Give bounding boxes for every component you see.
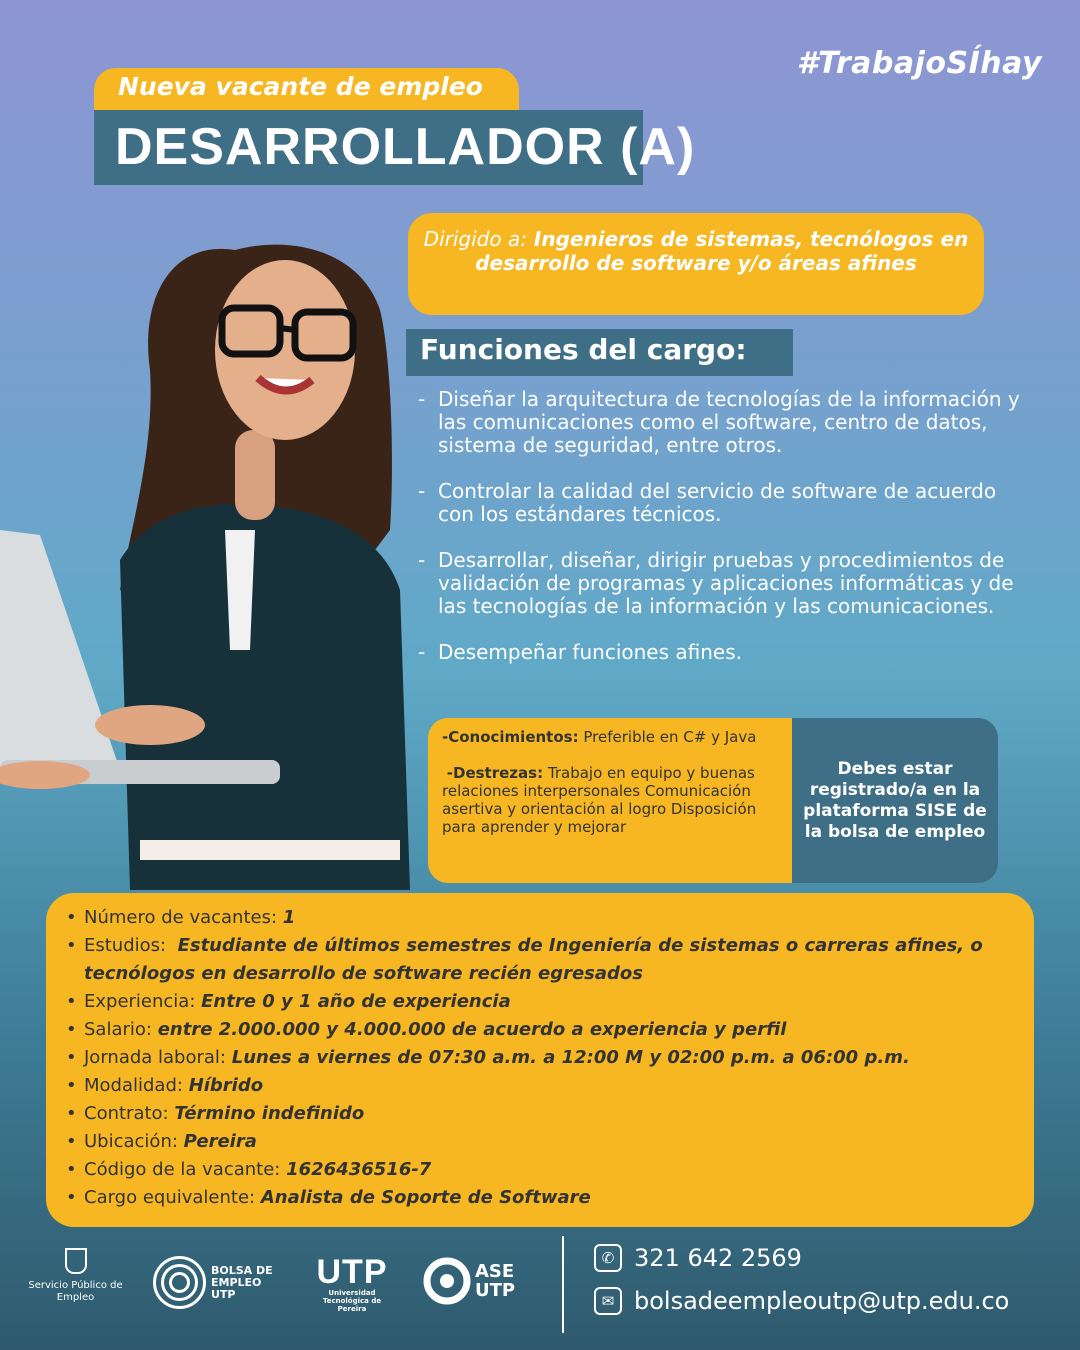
detail-label: Estudios: (84, 935, 167, 956)
job-title: DESARROLLADOR (A) (115, 118, 696, 176)
functions-title: Funciones del cargo: (420, 333, 747, 366)
ase-logo (423, 1256, 523, 1306)
detail-item (66, 1100, 1021, 1128)
detail-value: entre 2.000.000 y 4.000.000 de acuerdo a experiencia y perfil (157, 1019, 787, 1040)
ase-logo-text: ASE UTP (475, 1261, 516, 1301)
detail-label: Código de la vacante: (84, 1159, 281, 1180)
footer-divider (562, 1236, 564, 1333)
utp-logo (312, 1255, 392, 1313)
bolsa-logo (152, 1255, 287, 1310)
detail-value: Lunes a viernes de 07:30 a.m. a 12:00 M y 02:00 p.m. a 06:00 p.m. (231, 1047, 910, 1068)
knowledge-row (442, 728, 778, 746)
target-audience-label: Dirigido a: (423, 227, 527, 251)
detail-value: 1626436516-7 (286, 1159, 432, 1180)
utp-mark: UTP (316, 1253, 388, 1291)
detail-value: Pereira (183, 1131, 257, 1152)
tag-label: Nueva vacante de empleo (118, 72, 483, 101)
function-item: - Controlar la calidad del servicio de software de acuerdo con los estándares técnicos. (418, 480, 1038, 526)
detail-item (66, 904, 1021, 932)
target-audience-value: Ingenieros de sistemas, tecnólogos en desarrollo de software y/o áreas afines (475, 227, 969, 275)
functions-list (418, 388, 1038, 687)
function-item: - Diseñar la arquitectura de tecnologías de la información y las comunicaciones como el software, centro de datos, sistema de seguridad, entre otros. (418, 388, 1038, 457)
skills-label: -Destrezas: (446, 764, 544, 782)
detail-label: Experiencia: (84, 991, 196, 1012)
email-address[interactable]: bolsadeempleoutp@utp.edu.co (634, 1287, 1010, 1315)
detail-item (66, 1016, 1021, 1044)
requirements-details (428, 718, 792, 883)
detail-label: Cargo equivalente: (84, 1187, 256, 1208)
phone-number[interactable]: 321 642 2569 (634, 1244, 802, 1272)
phone-icon: ✆ (594, 1244, 622, 1272)
target-audience-box (408, 213, 984, 315)
hashtag: #TrabajoSÍhay (796, 46, 1042, 81)
utp-name: Universidad Tecnológica de Pereira (322, 1289, 382, 1313)
detail-label: Jornada laboral: (84, 1047, 226, 1068)
circles-icon (152, 1255, 207, 1310)
details-list (66, 904, 1021, 1212)
requirements-box (428, 718, 998, 883)
function-item: - Desarrollar, diseñar, dirigir pruebas y procedimientos de validación de programas y aplicaciones informáticas y de las tecnologías de la información y las comunicaciones. (418, 549, 1038, 618)
detail-label: Salario: (84, 1019, 152, 1040)
detail-item (66, 1184, 1021, 1212)
detail-item (66, 1156, 1021, 1184)
detail-value: Entre 0 y 1 año de experiencia (201, 991, 511, 1012)
detail-item (66, 988, 1021, 1016)
detail-value: Analista de Soporte de Software (260, 1187, 591, 1208)
spe-logo-text: Servicio Público de Empleo (28, 1280, 123, 1303)
ase-circle-icon (423, 1257, 471, 1305)
spe-logo (28, 1248, 123, 1304)
detail-label: Ubicación: (84, 1131, 178, 1152)
detail-value: Híbrido (188, 1075, 264, 1096)
detail-item (66, 932, 1021, 988)
function-item: - Desempeñar funciones afines. (418, 641, 1038, 664)
detail-label: Número de vacantes: (84, 907, 278, 928)
email-icon: ✉ (594, 1287, 622, 1315)
detail-value: Estudiante de últimos semestres de Ingeniería de sistemas o carreras afines, o tecnólogos en desarrollo de software recién egresados (84, 935, 983, 984)
detail-item (66, 1072, 1021, 1100)
skills-row (442, 764, 778, 836)
detail-label: Contrato: (84, 1103, 169, 1124)
knowledge-label: -Conocimientos: (442, 728, 579, 746)
detail-item (66, 1128, 1021, 1156)
shield-icon (65, 1248, 87, 1274)
detail-value: Término indefinido (174, 1103, 365, 1124)
register-note (792, 718, 998, 883)
register-note-text: Debes estar registrado/a en la plataforma SISE de la bolsa de empleo (803, 758, 987, 842)
detail-item (66, 1044, 1021, 1072)
email-row (594, 1287, 1009, 1315)
skills-value: Trabajo en equipo y buenas relaciones interpersonales Comunicación asertiva y orientación al logro Disposición para aprender y mejorar (442, 764, 757, 836)
knowledge-value: Preferible en C# y Java (583, 728, 757, 746)
bolsa-logo-text: BOLSA DE EMPLEO UTP (211, 1263, 273, 1301)
phone-row (594, 1244, 802, 1272)
detail-value: 1 (282, 907, 296, 928)
detail-label: Modalidad: (84, 1075, 183, 1096)
person-with-laptop-image (0, 230, 420, 890)
